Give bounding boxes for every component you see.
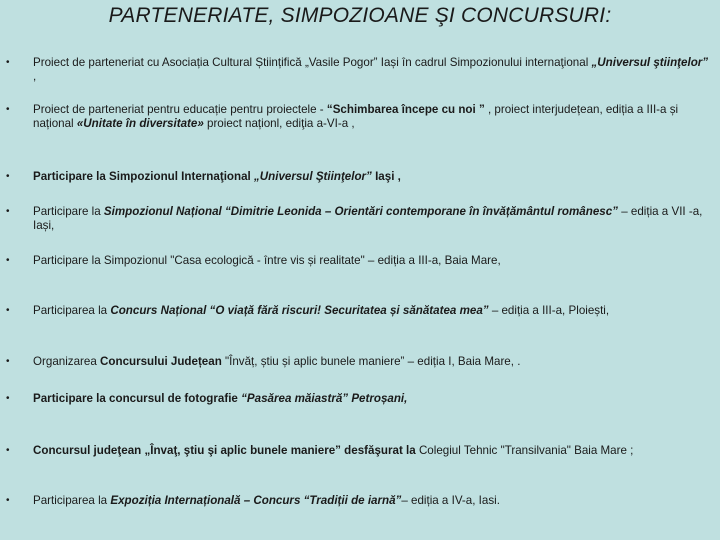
text-segment: «Unitate în diversitate» <box>76 117 204 130</box>
list-item-text <box>33 444 713 458</box>
bullet-marker: • <box>6 206 10 217</box>
bullet-marker: • <box>6 57 10 68</box>
text-segment: Colegiul Tehnic "Transilvania" Baia Mare ; <box>418 444 634 457</box>
text-segment: Proiect de parteneriat cu Asociația Cultural Științifică „Vasile Pogor” Iași în cadrul Simpozionului internaţional <box>33 56 592 69</box>
bullet-marker: • <box>6 393 10 404</box>
bullet-marker: • <box>6 356 10 367</box>
text-segment: Organizarea <box>33 355 101 368</box>
bullet-marker: • <box>6 305 10 316</box>
list-item-text <box>33 103 713 131</box>
page-title: PARTENERIATE, SIMPOZIOANE ŞI CONCURSURI: <box>108 4 612 27</box>
text-segment: – ediția a III-a, Ploiești, <box>488 304 610 317</box>
bullet-marker: • <box>6 495 10 506</box>
text-segment: Expoziția Internațională – Concurs “Tradiții de iarnă” <box>110 494 402 507</box>
text-segment: Participare la Simpozionul "Casa ecologică - între vis și realitate" – ediția a III-a, Baia Mare, <box>33 254 501 267</box>
list-item-text <box>33 56 713 84</box>
text-segment: Participarea la <box>33 304 111 317</box>
text-segment: Concurs Național “O viață fără riscuri! Securitatea și sănătatea mea” <box>110 304 489 317</box>
text-segment: Proiect de parteneriat pentru educație pentru proiectele - <box>33 103 327 116</box>
bullet-marker: • <box>6 445 10 456</box>
text-segment: “Pasărea măiastră” Petroșani, <box>241 392 408 405</box>
text-segment: , proiect interjudețean, ediția a III-a și național <box>33 103 679 130</box>
list-item-text <box>33 170 713 184</box>
text-segment: "Învăț, știu și aplic bunele maniere” – ediția I, Baia Mare, . <box>221 355 521 368</box>
text-segment: proiect naționl, ediţia a-VI-a , <box>203 117 355 130</box>
text-segment: Participare la concursul de fotografie <box>33 392 242 405</box>
list-item-text <box>33 304 713 318</box>
text-segment: Simpozionul Național “Dimitrie Leonida – Orientări contemporane în învățământul românesc” <box>103 205 618 218</box>
bullet-marker: • <box>6 255 10 266</box>
text-segment: , <box>33 70 37 83</box>
text-segment: Concursului Județean <box>100 355 222 368</box>
list-item-text <box>33 254 713 268</box>
text-segment: – ediția a IV-a, Iasi. <box>401 494 500 507</box>
list-item-text <box>33 355 713 369</box>
text-segment: „Universul ştiinţelor” <box>591 56 709 69</box>
bullet-marker: • <box>6 104 10 115</box>
text-segment: Iaşi , <box>371 170 401 183</box>
bullet-marker: • <box>6 171 10 182</box>
text-segment: Concursul judeţean „Învaţ, ştiu şi aplic bunele maniere” desfăşurat la <box>33 444 419 457</box>
text-segment: „Universul Ştiinţelor” <box>253 170 372 183</box>
text-segment: “Schimbarea începe cu noi ” <box>326 103 485 116</box>
list-item-text <box>33 205 713 233</box>
text-segment: Participare la <box>33 205 104 218</box>
text-segment: Participare la Simpozionul Internaţional <box>33 170 254 183</box>
list-item-text <box>33 494 713 508</box>
text-segment: Participarea la <box>33 494 111 507</box>
text-segment: – ediția a VII -a, Iași, <box>33 205 703 232</box>
list-item-text <box>33 392 713 406</box>
